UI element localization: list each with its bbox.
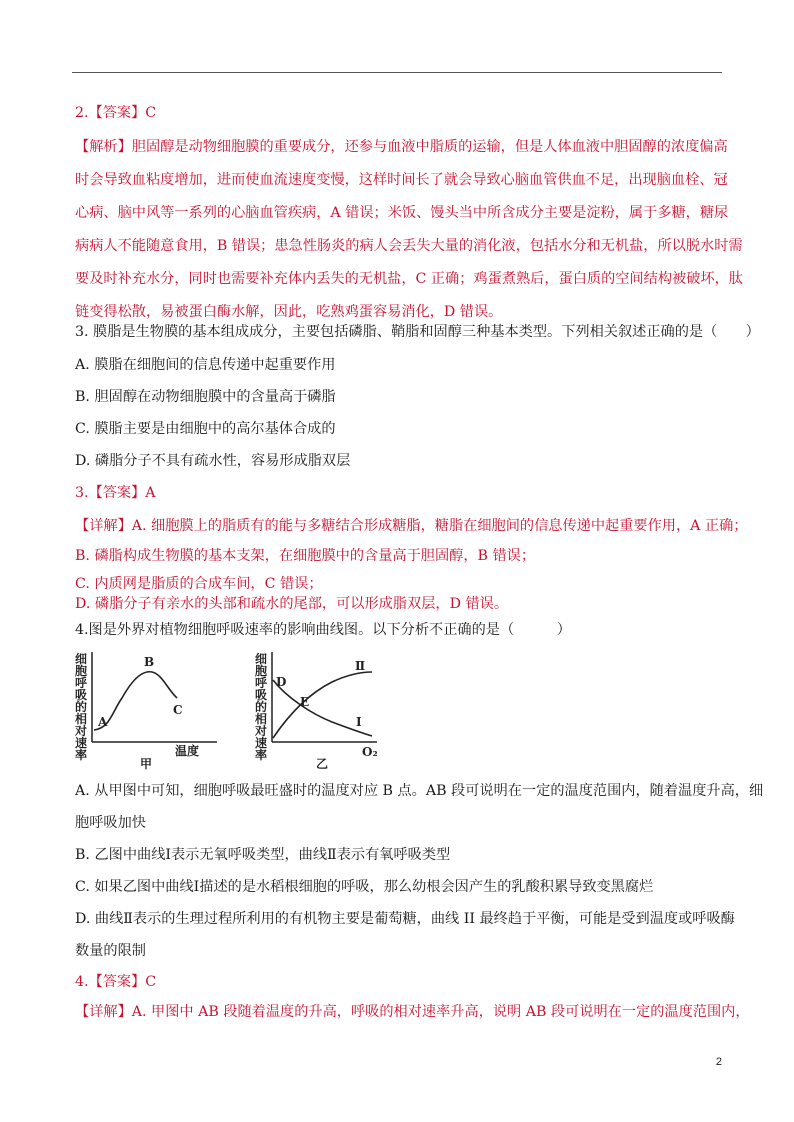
analysis-2 (75, 137, 743, 322)
point-a-label: A (98, 715, 108, 729)
header-rule (72, 72, 722, 73)
point-c-label: C (173, 703, 183, 717)
ylabel-char: 相 (255, 712, 268, 726)
analysis-2-line: 链变得松散，易被蛋白酶水解，因此，吃熟鸡蛋容易消化，D 错误。 (75, 304, 503, 320)
ylabel-char: 吸 (75, 688, 88, 702)
ylabel-char: 呼 (255, 676, 268, 690)
point-e-label: E (300, 695, 310, 709)
question-4-option-c: C. 如果乙图中曲线Ⅰ描述的是水稻根细胞的呼吸，那么幼根会因产生的乳酸积累导致变黑腐烂 (75, 879, 654, 895)
ylabel-char: 对 (255, 724, 268, 738)
figure-jia (72, 650, 222, 770)
x-axis-label: 温度 (175, 744, 200, 758)
analysis-2-line: 要及时补充水分，同时也需要补充体内丢失的无机盐，C 正确；鸡蛋煮熟后，蛋白质的空间结构被破坏，肽 (75, 271, 743, 287)
question-4-option-d: D. 曲线Ⅱ表示的生理过程所利用的有机物主要是葡萄糖，曲线 II 最终趋于平衡，可能是受到温度或呼吸酶 (75, 911, 735, 927)
figure-yi (252, 650, 412, 770)
question-4-option-a: A. 从甲图中可知，细胞呼吸最旺盛时的温度对应 B 点。AB 段可说明在一定的温度范围内，随着温度升高，细 (75, 783, 764, 799)
answer-2: 2.【答案】C (75, 105, 157, 121)
detail-3-line: 【详解】A. 细胞膜上的脂质有的能与多糖结合形成糖脂，糖脂在细胞间的信息传递中起重要作用，A 正确； (75, 518, 748, 534)
question-3-stem: 3. 膜脂是生物膜的基本组成成分，主要包括磷脂、鞘脂和固醇三种基本类型。下列相关叙述正确的是（ ） (75, 324, 760, 340)
ylabel-char: 对 (75, 724, 88, 738)
question-3-option-c: C. 膜脂主要是由细胞中的高尔基体合成的 (75, 421, 336, 437)
ylabel-char: 细 (75, 652, 88, 666)
analysis-2-line: 心病、脑中风等一系列的心脑血管疾病，A 错误；米饭、馒头当中所含成分主要是淀粉，属于多糖，糖尿 (75, 205, 729, 221)
x-axis-label: O₂ (362, 745, 378, 759)
ylabel-char: 的 (255, 700, 268, 714)
curve-ii-label: Ⅱ (355, 659, 366, 673)
question-4-option-d-cont: 数量的限制 (75, 943, 146, 959)
caption-jia: 甲 (140, 757, 153, 770)
ylabel-char: 吸 (255, 688, 268, 702)
question-3-option-b: B. 胆固醇在动物细胞膜中的含量高于磷脂 (75, 389, 336, 405)
curve-i-label: Ⅰ (356, 715, 362, 729)
ylabel-char: 速 (75, 736, 88, 750)
ylabel-char: 胞 (75, 664, 88, 678)
detail-4-line: 【详解】A. 甲图中 AB 段随着温度的升高，呼吸的相对速率升高，说明 AB 段可说明在一定的温度范围内， (75, 1004, 750, 1020)
question-3-option-a: A. 膜脂在细胞间的信息传递中起重要作用 (75, 357, 336, 373)
ylabel-char: 呼 (75, 676, 88, 690)
analysis-2-line: 时会导致血粘度增加，进而使血流速度变慢，这样时间长了就会导致心脑血管供血不足，出现脑血栓、冠 (75, 172, 728, 188)
ylabel-char: 细 (255, 652, 268, 666)
question-3-option-d: D. 磷脂分子不具有疏水性，容易形成脂双层 (75, 453, 351, 469)
detail-3-line: C. 内质网是脂质的合成车间，C 错误； (75, 576, 323, 592)
analysis-2-line: 病病人不能随意食用，B 错误；患急性肠炎的病人会丢失大量的消化液，包括水分和无机盐，所以脱水时需 (75, 238, 743, 254)
page-number: 2 (715, 1056, 722, 1068)
question-4-option-b: B. 乙图中曲线Ⅰ表示无氧呼吸类型，曲线Ⅱ表示有氧呼吸类型 (75, 847, 451, 863)
detail-3-line: D. 磷脂分子有亲水的头部和疏水的尾部，可以形成脂双层，D 错误。 (75, 596, 509, 612)
ylabel-char: 速 (255, 736, 268, 750)
answer-3: 3.【答案】A (75, 485, 156, 501)
point-b-label: B (144, 655, 155, 669)
point-d-label: D (276, 675, 287, 689)
analysis-2-line: 【解析】胆固醇是动物细胞膜的重要成分，还参与血液中脂质的运输，但是人体血液中胆固醇的浓度偏高 (75, 139, 728, 155)
ylabel-char: 相 (75, 712, 88, 726)
ylabel-char: 胞 (255, 664, 268, 678)
ylabel-char: 率 (75, 748, 88, 762)
question-4-option-a-cont: 胞呼吸加快 (75, 815, 146, 831)
caption-yi: 乙 (316, 757, 329, 770)
ylabel-char: 率 (255, 748, 268, 762)
question-4-stem: 4.图是外界对植物细胞呼吸速率的影响曲线图。以下分析不正确的是（ ） (75, 622, 571, 638)
ylabel-char: 的 (75, 700, 88, 714)
detail-3-line: B. 磷脂构成生物膜的基本支架，在细胞膜中的含量高于胆固醇，B 错误； (75, 548, 536, 564)
answer-4: 4.【答案】C (75, 974, 157, 990)
